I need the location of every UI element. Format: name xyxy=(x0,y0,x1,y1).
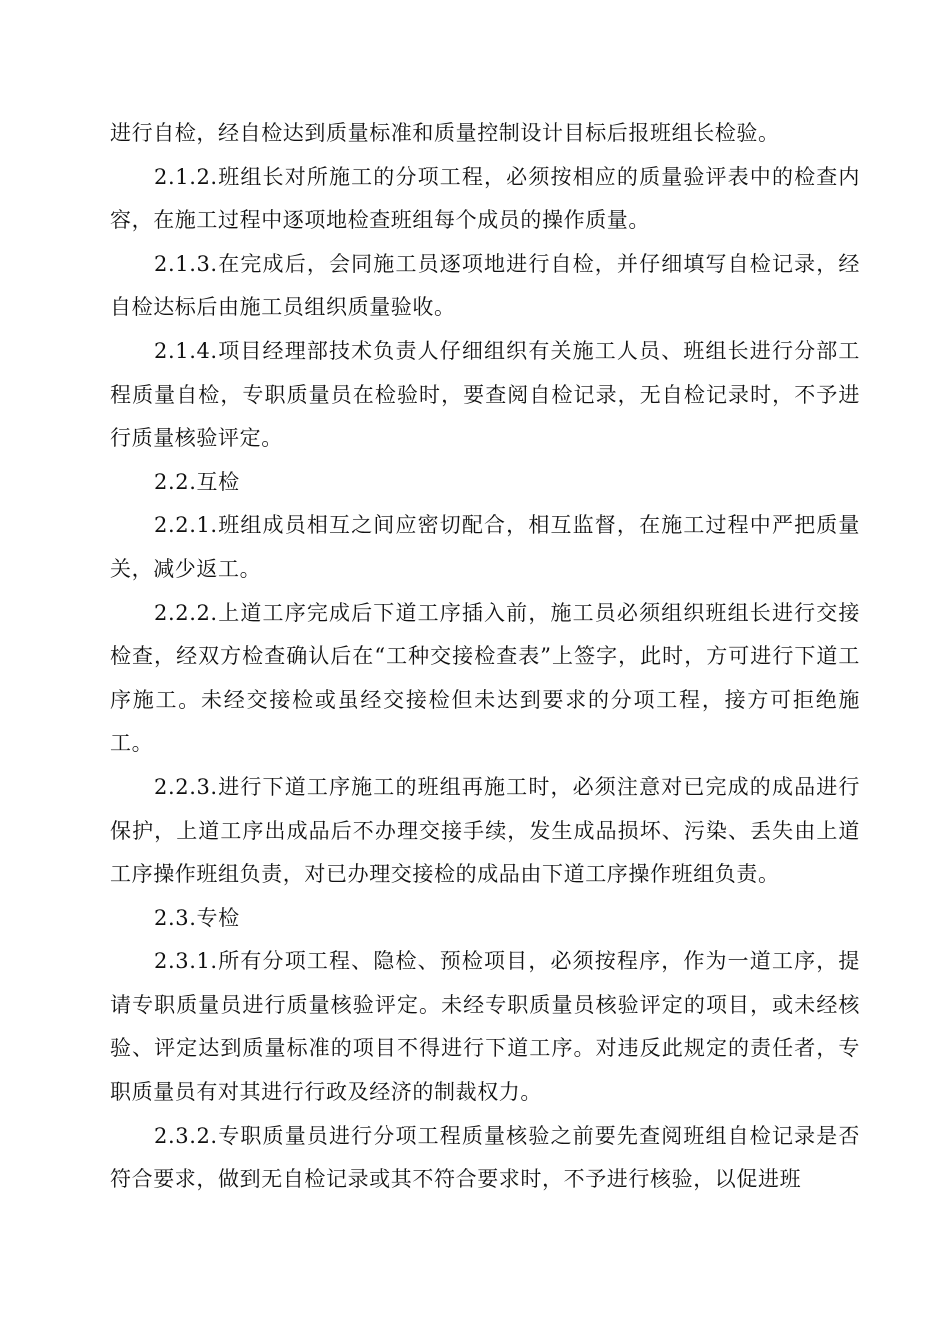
paragraph-2-2-2: 2.2.2.上道工序完成后下道工序插入前，施工员必须组织班组长进行交接检查，经双方检查确认后在“工种交接检查表”上签字，此时，方可进行下道工序施工。未经交接检或虽经交接检但未达到要求的分项工程，接方可拒绝施工。 xyxy=(110,600,860,756)
section-heading-2-3: 2.3.专检 xyxy=(154,905,240,930)
paragraph-2-2-3: 2.2.3.进行下道工序施工的班组再施工时，必须注意对已完成的成品进行保护，上道工序出成品后不办理交接手续，发生成品损坏、污染、丢失由上道工序操作班组负责，对已办理交接检的成品由下道工序操作班组负责。 xyxy=(110,774,860,887)
paragraph-2-3-1: 2.3.1.所有分项工程、隐检、预检项目，必须按程序，作为一道工序，提请专职质量员进行质量核验评定。未经专职质量员核验评定的项目，或未经核验、评定达到质量标准的项目不得进行下道工序。对违反此规定的责任者，专职质量员有对其进行行政及经济的制裁权力。 xyxy=(110,949,860,1105)
paragraph-2-1-3: 2.1.3.在完成后，会同施工员逐项地进行自检，并仔细填写自检记录，经自检达标后由施工员组织质量验收。 xyxy=(110,251,860,320)
paragraph-2-2-1: 2.2.1.班组成员相互之间应密切配合，相互监督，在施工过程中严把质量关，减少返工。 xyxy=(110,513,860,581)
section-heading-2-2: 2.2.互检 xyxy=(154,469,240,494)
document-body xyxy=(110,112,860,1202)
paragraph-2-3-2: 2.3.2.专职质量员进行分项工程质量核验之前要先查阅班组自检记录是否符合要求，做到无自检记录或其不符合要求时，不予进行核验，以促进班 xyxy=(110,1123,860,1192)
paragraph-2-1-4: 2.1.4.项目经理部技术负责人仔细组织有关施工人员、班组长进行分部工程质量自检，专职质量员在检验时，要查阅自检记录，无自检记录时，不予进行质量核验评定。 xyxy=(110,338,860,451)
paragraph-self-check-continuation: 进行自检，经自检达到质量标准和质量控制设计目标后报班组长检验。 xyxy=(110,121,780,145)
paragraph-2-1-2: 2.1.2.班组长对所施工的分项工程，必须按相应的质量验评表中的检查内容，在施工过程中逐项地检查班组每个成员的操作质量。 xyxy=(110,164,860,233)
